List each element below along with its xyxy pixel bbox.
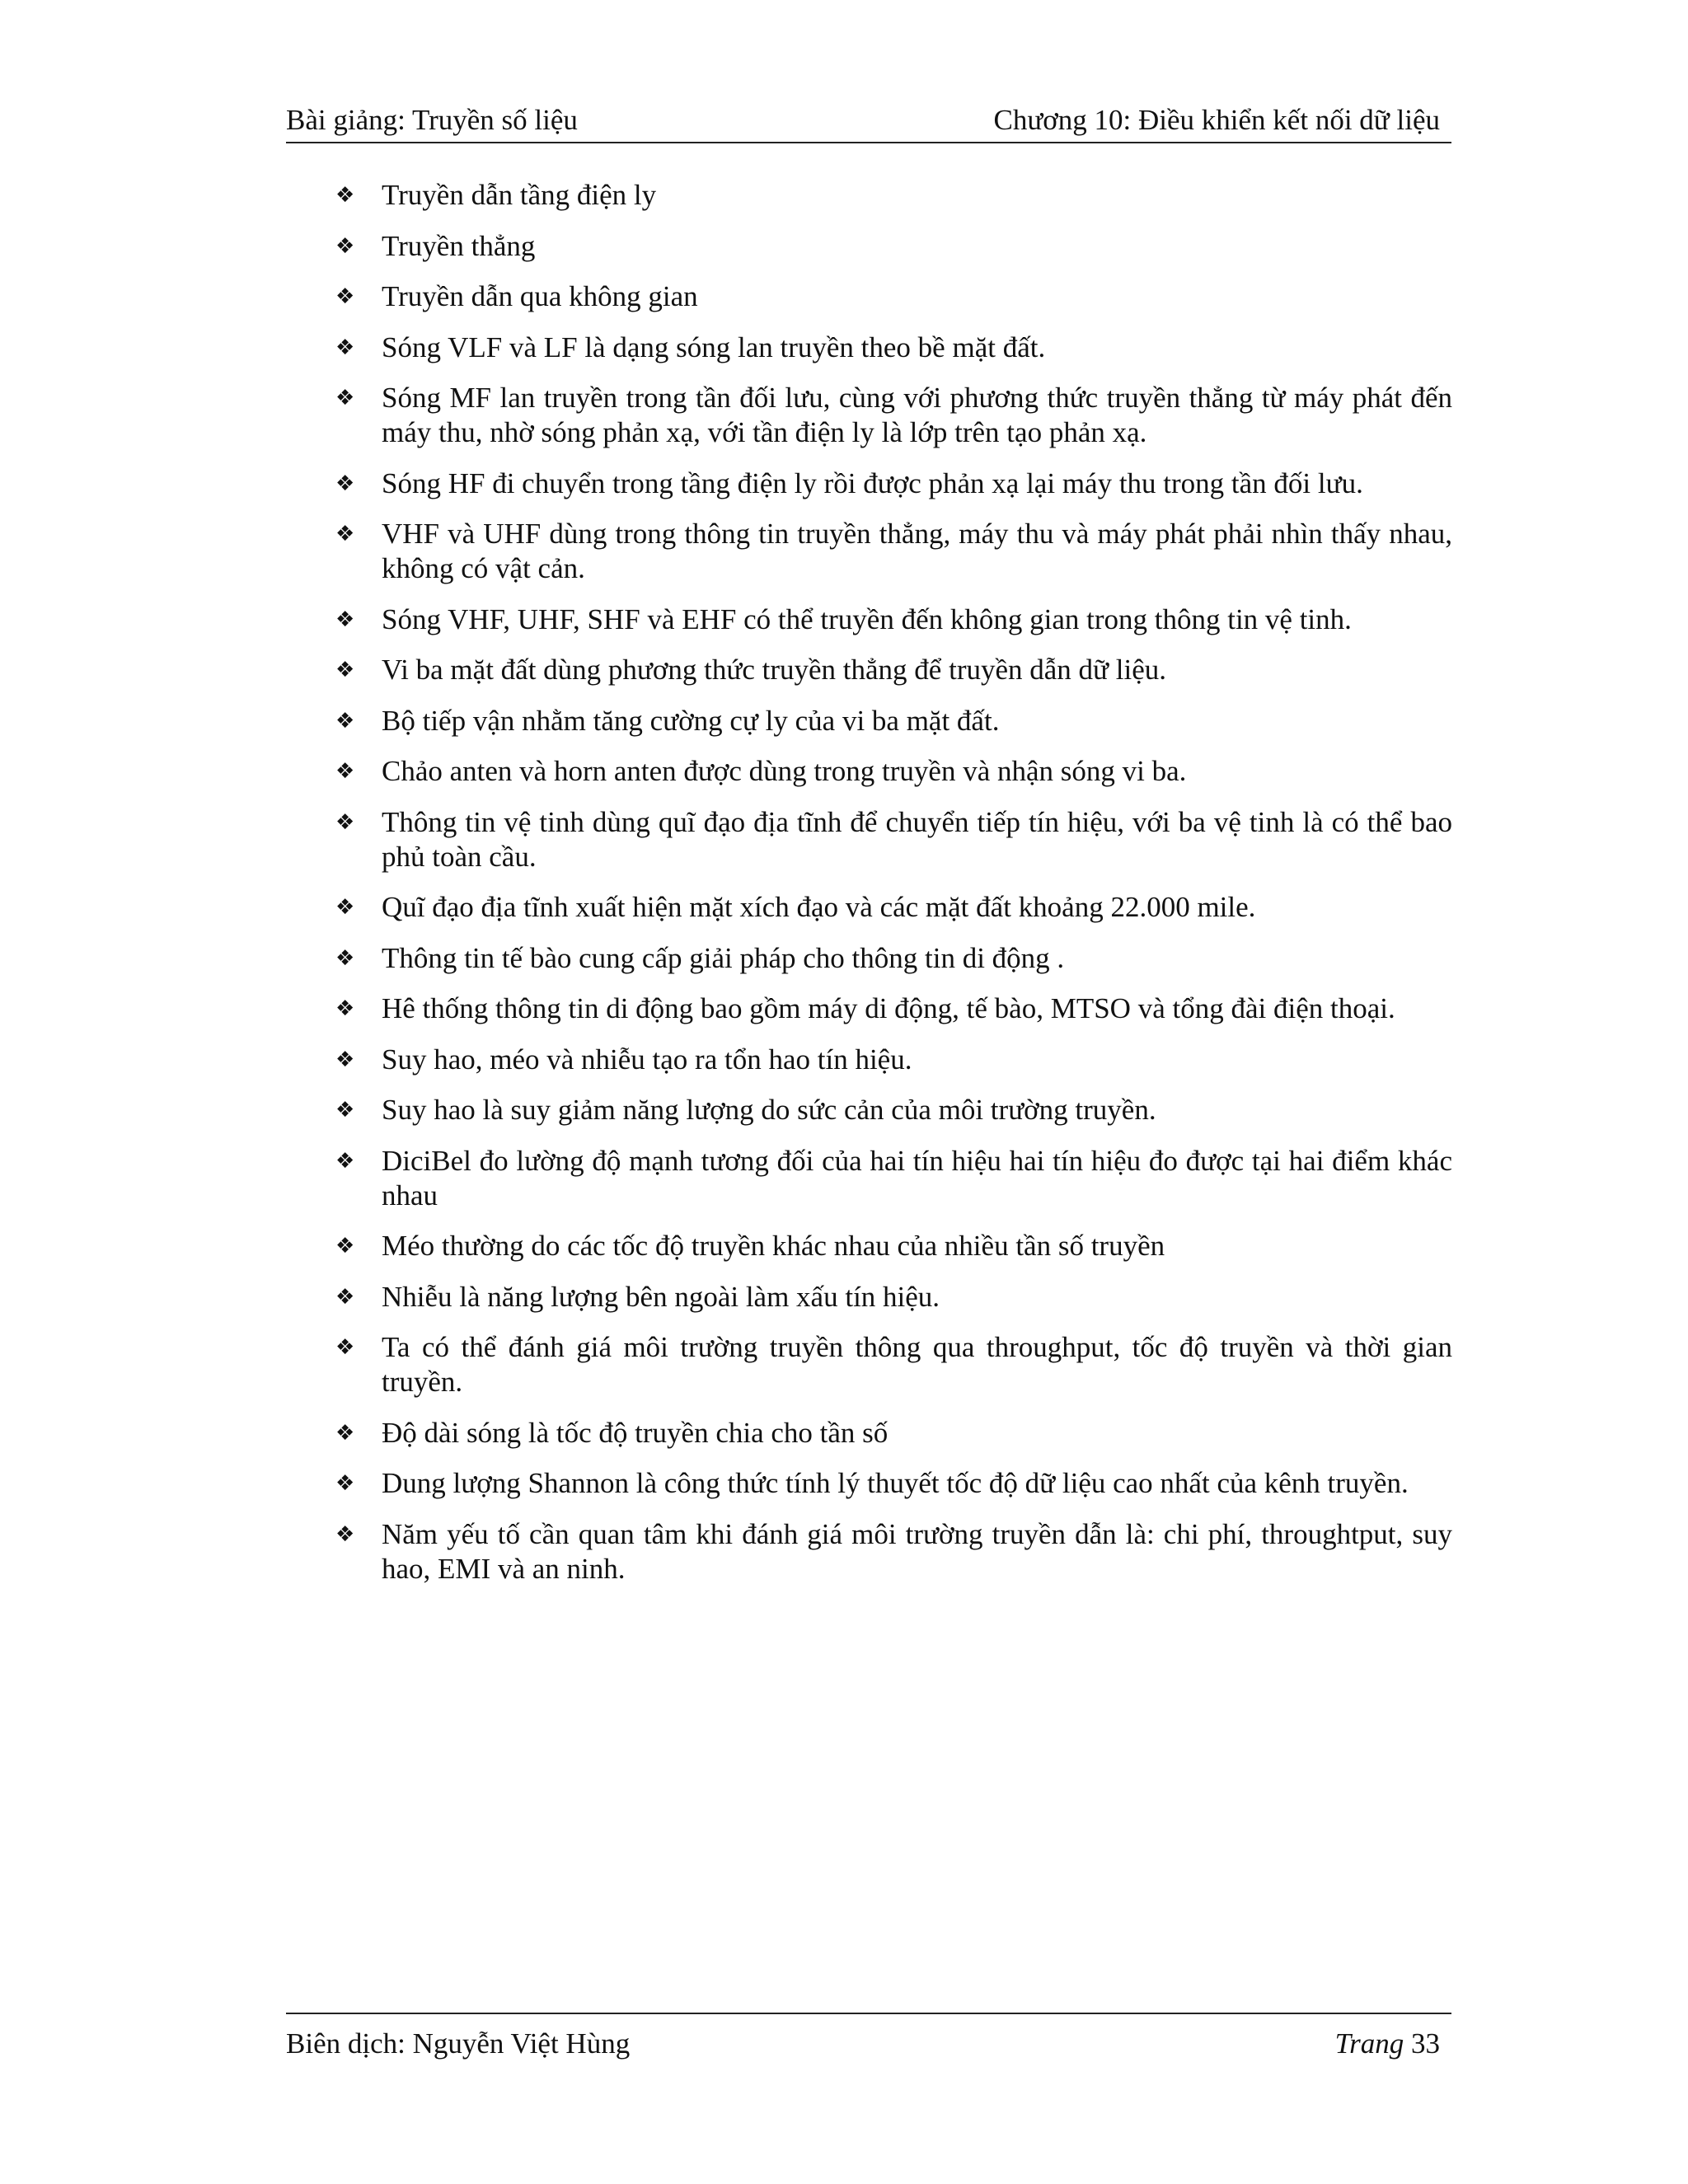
list-item xyxy=(335,330,1452,365)
four-diamond-bullet-icon: ❖ xyxy=(335,1284,355,1310)
four-diamond-bullet-icon: ❖ xyxy=(335,996,355,1021)
list-item xyxy=(335,1043,1452,1077)
list-item xyxy=(335,1229,1452,1263)
four-diamond-bullet-icon: ❖ xyxy=(335,284,355,309)
list-item xyxy=(335,1416,1452,1451)
list-item-text: Chảo anten và horn anten được dùng trong truyền và nhận sóng vi ba. xyxy=(382,755,1187,787)
list-item-text: Sóng MF lan truyền trong tần đối lưu, cùng với phương thức truyền thẳng từ máy phát đến máy thu, nhờ sóng phản xạ, với tần điện ly là lớp trên tạo phản xạ. xyxy=(382,382,1452,448)
four-diamond-bullet-icon: ❖ xyxy=(335,335,355,360)
four-diamond-bullet-icon: ❖ xyxy=(335,1098,355,1122)
four-diamond-bullet-icon: ❖ xyxy=(335,522,355,546)
four-diamond-bullet-icon: ❖ xyxy=(335,1234,355,1258)
four-diamond-bullet-icon: ❖ xyxy=(335,945,355,971)
list-item-text: Ta có thể đánh giá môi trường truyền thông qua throughput, tốc độ truyền và thời gian truyền. xyxy=(382,1331,1452,1398)
four-diamond-bullet-icon: ❖ xyxy=(335,386,355,410)
list-item-text: Năm yếu tố cần quan tâm khi đánh giá môi trường truyền dẫn là: chi phí, throughtput, suy hao, EMI và an ninh. xyxy=(382,1517,1452,1585)
list-item-text: Nhiễu là năng lượng bên ngoài làm xấu tín hiệu. xyxy=(382,1280,940,1313)
list-item xyxy=(335,1330,1452,1399)
four-diamond-bullet-icon: ❖ xyxy=(335,1521,355,1547)
four-diamond-bullet-icon: ❖ xyxy=(335,183,355,208)
list-item xyxy=(335,754,1452,789)
four-diamond-bullet-icon: ❖ xyxy=(335,895,355,920)
list-item xyxy=(335,1280,1452,1315)
list-item xyxy=(335,229,1452,264)
four-diamond-bullet-icon: ❖ xyxy=(335,1471,355,1496)
list-item-text: Sóng VLF và LF là dạng sóng lan truyền theo bề mặt đất. xyxy=(382,330,1046,363)
four-diamond-bullet-icon: ❖ xyxy=(335,471,355,496)
list-item-text: Truyền thẳng xyxy=(382,229,536,262)
list-item xyxy=(335,1144,1452,1213)
list-item xyxy=(335,890,1452,925)
list-item xyxy=(335,602,1452,637)
list-item xyxy=(335,1093,1452,1127)
list-item-text: Vi ba mặt đất dùng phương thức truyền thẳng để truyền dẫn dữ liệu. xyxy=(382,654,1166,686)
list-item-text: Sóng VHF, UHF, SHF và EHF có thể truyền đến không gian trong thông tin vệ tinh. xyxy=(382,602,1352,635)
list-item xyxy=(335,704,1452,738)
list-item xyxy=(335,941,1452,976)
list-item xyxy=(335,653,1452,687)
page-footer xyxy=(286,2013,1451,2067)
list-item xyxy=(335,991,1452,1026)
list-item-text: Suy hao là suy giảm năng lượng do sức cản của môi trường truyền. xyxy=(382,1094,1156,1126)
list-item-text: Bộ tiếp vận nhằm tăng cường cự ly của vi ba mặt đất. xyxy=(382,704,1000,737)
list-item xyxy=(335,805,1452,874)
four-diamond-bullet-icon: ❖ xyxy=(335,1335,355,1360)
list-item-text: Suy hao, méo và nhiễu tạo ra tổn hao tín hiệu. xyxy=(382,1043,912,1076)
course-title: Bài giảng: Truyền số liệu xyxy=(286,104,578,136)
four-diamond-bullet-icon: ❖ xyxy=(335,1047,355,1072)
chapter-title: Chương 10: Điều khiển kết nối dữ liệu xyxy=(993,104,1440,136)
list-item-text: Truyền dẫn tầng điện ly xyxy=(382,179,657,211)
list-item xyxy=(335,1517,1452,1586)
list-item-text: Truyền dẫn qua không gian xyxy=(382,280,698,312)
list-item xyxy=(335,466,1452,501)
list-item-text: Sóng HF đi chuyển trong tầng điện ly rồi được phản xạ lại máy thu trong tần đối lưu. xyxy=(382,466,1363,499)
four-diamond-bullet-icon: ❖ xyxy=(335,809,355,835)
list-item-text: VHF và UHF dùng trong thông tin truyền thẳng, máy thu và máy phát phải nhìn thấy nhau, không có vật cản. xyxy=(382,518,1452,584)
four-diamond-bullet-icon: ❖ xyxy=(335,759,355,784)
list-item-text: Dung lượng Shannon là công thức tính lý thuyết tốc độ dữ liệu cao nhất của kênh truyền. xyxy=(382,1467,1409,1499)
list-item-text: Thông tin tế bào cung cấp giải pháp cho thông tin di động . xyxy=(382,941,1065,974)
four-diamond-bullet-icon: ❖ xyxy=(335,233,355,259)
list-item-text: Quĩ đạo địa tĩnh xuất hiện mặt xích đạo và các mặt đất khoảng 22.000 mile. xyxy=(382,891,1256,923)
page-indicator xyxy=(1335,2027,1440,2060)
translator-credit: Biên dịch: Nguyễn Việt Hùng xyxy=(286,2027,631,2060)
four-diamond-bullet-icon: ❖ xyxy=(335,1148,355,1174)
list-item-text: Hê thống thông tin di động bao gồm máy di động, tế bào, MTSO và tổng đài điện thoại. xyxy=(382,992,1395,1024)
list-item xyxy=(335,381,1452,450)
list-item-text: DiciBel đo lường độ mạnh tương đối của hai tín hiệu hai tín hiệu đo được tại hai điểm khác nhau xyxy=(382,1144,1452,1212)
page-label: Trang xyxy=(1334,2027,1404,2060)
list-item xyxy=(335,1466,1452,1501)
list-item-text: Méo thường do các tốc độ truyền khác nhau của nhiều tần số truyền xyxy=(382,1230,1165,1262)
list-item xyxy=(335,279,1452,314)
list-item xyxy=(335,178,1452,213)
four-diamond-bullet-icon: ❖ xyxy=(335,708,355,733)
summary-bullet-list xyxy=(335,178,1452,1602)
list-item xyxy=(335,517,1452,586)
page-number: 33 xyxy=(1411,2027,1440,2060)
four-diamond-bullet-icon: ❖ xyxy=(335,658,355,682)
list-item-text: Độ dài sóng là tốc độ truyền chia cho tần số xyxy=(382,1416,889,1449)
four-diamond-bullet-icon: ❖ xyxy=(335,1420,355,1446)
page-header xyxy=(286,99,1451,143)
four-diamond-bullet-icon: ❖ xyxy=(335,607,355,632)
list-item-text: Thông tin vệ tinh dùng quĩ đạo địa tĩnh để chuyển tiếp tín hiệu, với ba vệ tinh là có thể bao phủ toàn cầu. xyxy=(382,805,1452,873)
